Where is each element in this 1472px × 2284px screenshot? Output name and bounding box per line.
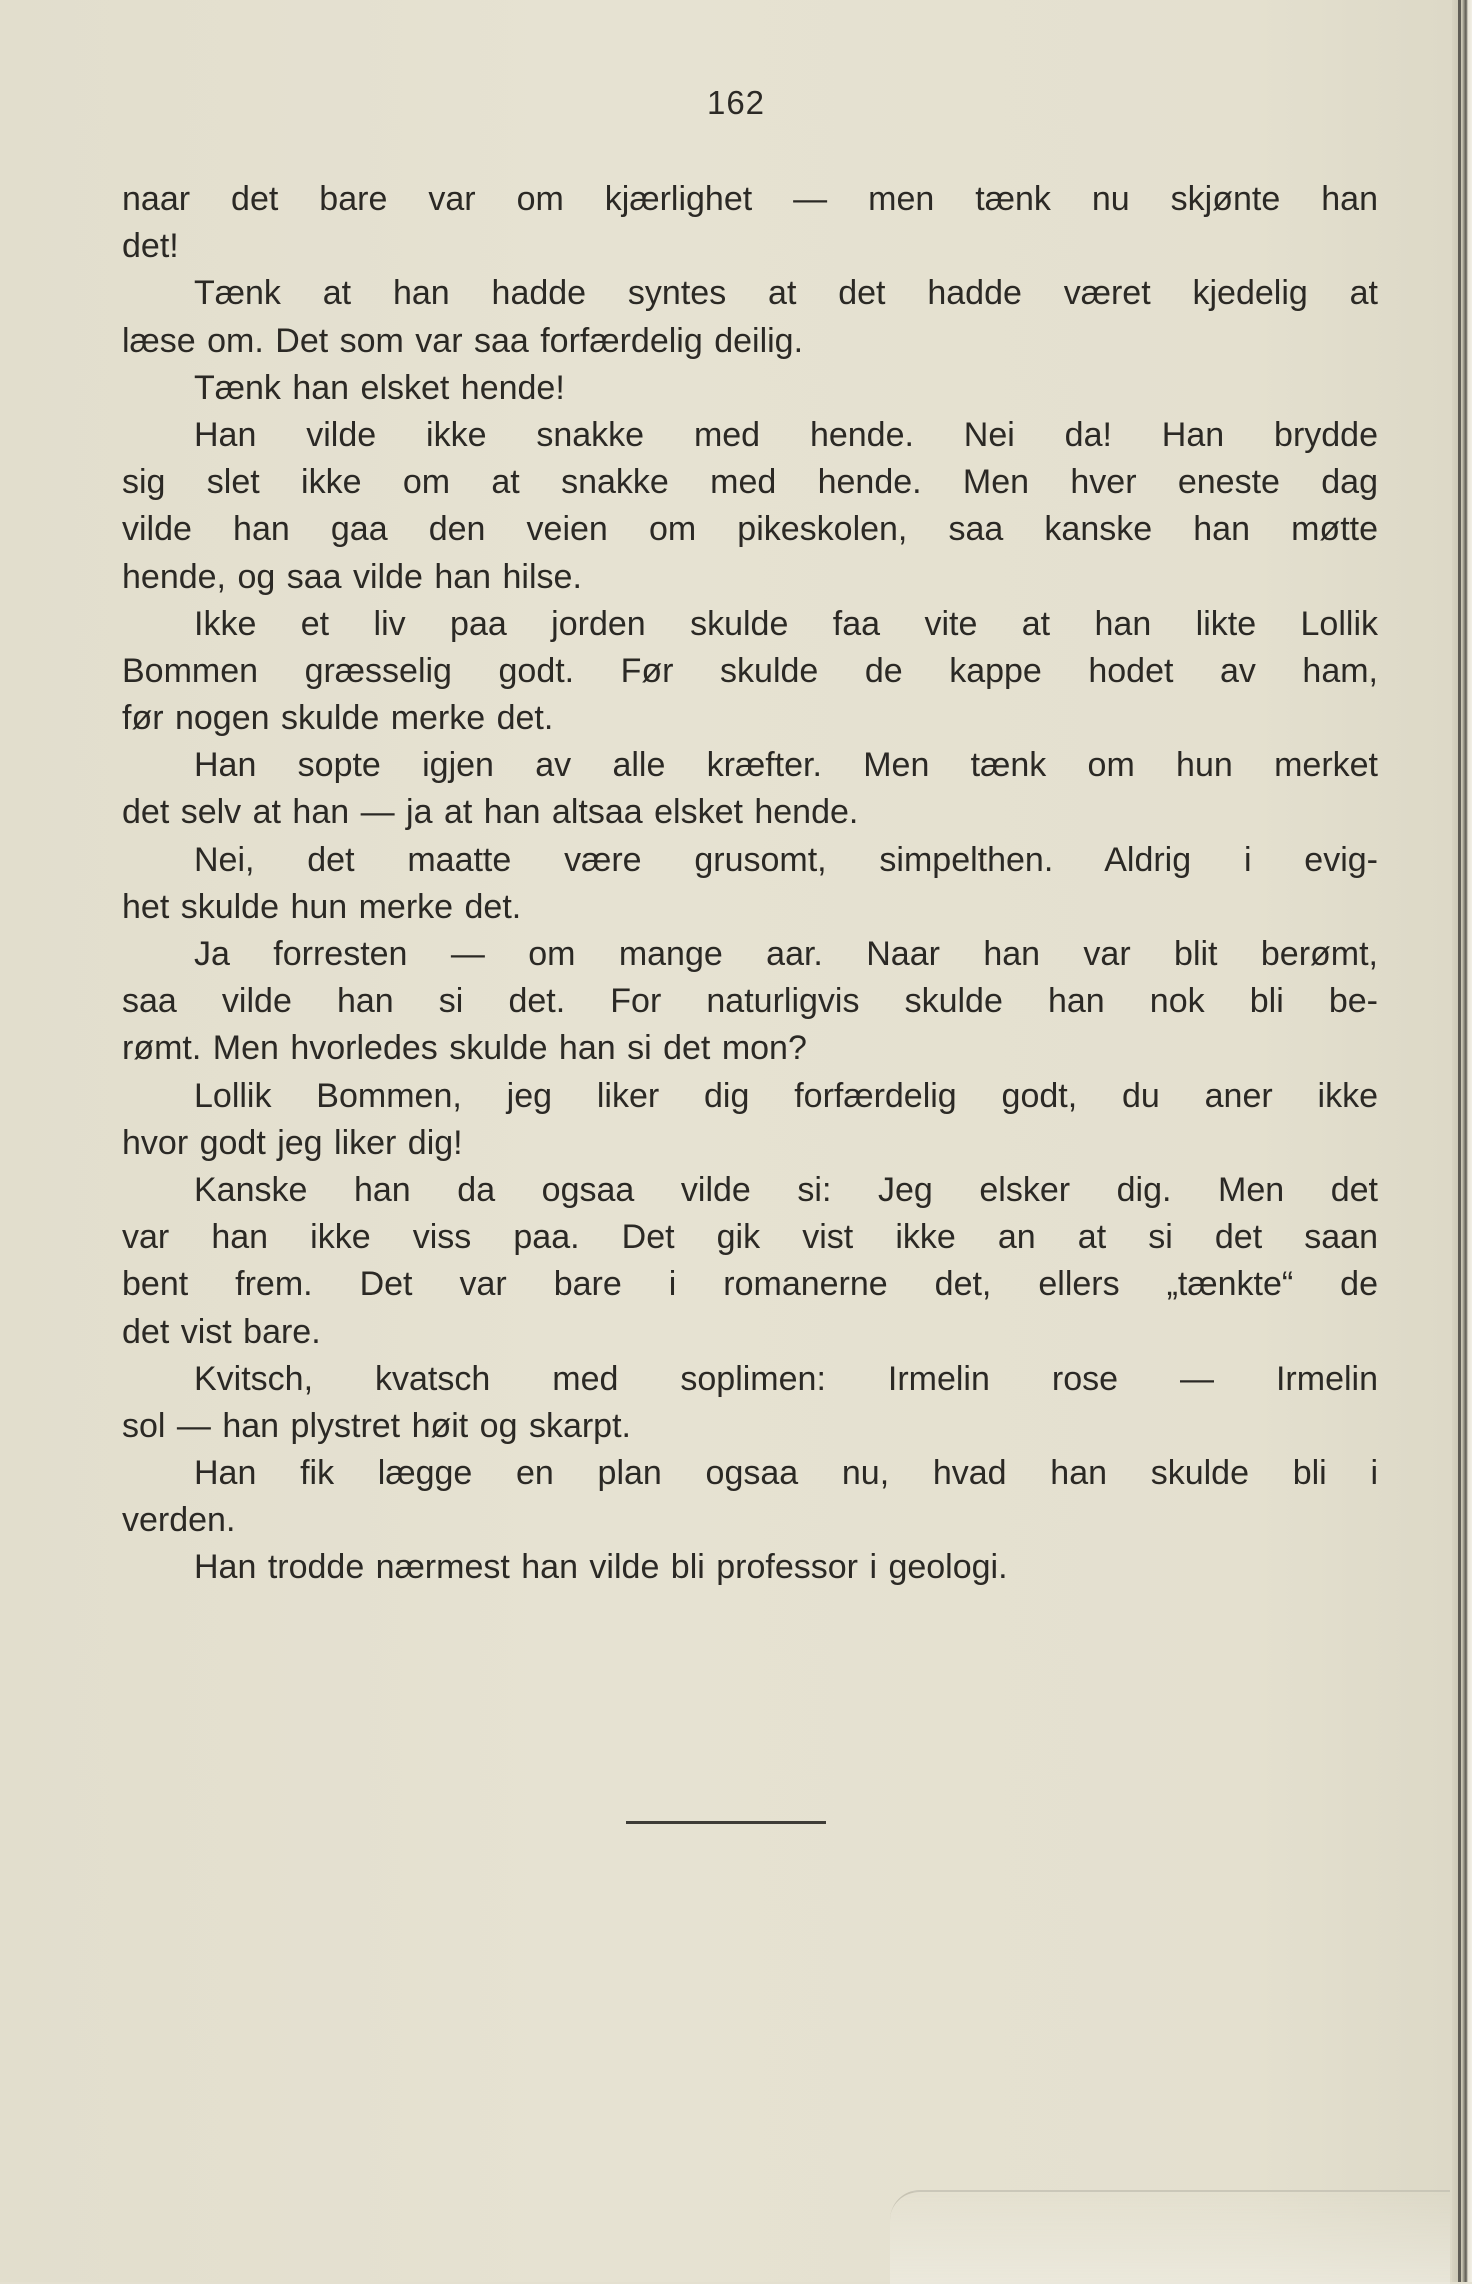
text-line: Bommen græsselig godt. Før skulde de kappe hodet av ham, bbox=[122, 651, 1378, 690]
text-line: det selv at han — ja at han altsaa elsket hende. bbox=[122, 793, 859, 832]
text-line: sol — han plystret høit og skarpt. bbox=[122, 1406, 631, 1445]
text-line: det vist bare. bbox=[122, 1312, 321, 1351]
text-line: Han vilde ikke snakke med hende. Nei da! Han brydde bbox=[194, 415, 1378, 454]
binding-shadow-line bbox=[1458, 0, 1461, 2282]
page-binding-edge bbox=[1452, 0, 1472, 2282]
text-line: Han fik lægge en plan ogsaa nu, hvad han skulde bli i bbox=[194, 1454, 1378, 1493]
text-line: bent frem. Det var bare i romanerne det, ellers „tænkte“ de bbox=[122, 1265, 1378, 1304]
text-line: rømt. Men hvorledes skulde han si det mon? bbox=[122, 1029, 807, 1068]
page-number: 162 bbox=[706, 84, 766, 121]
text-line: verden. bbox=[122, 1501, 236, 1540]
text-line: før nogen skulde merke det. bbox=[122, 699, 554, 738]
text-line: naar det bare var om kjærlighet — men tænk nu skjønte han bbox=[122, 180, 1378, 218]
page-corner-mark bbox=[890, 2190, 1450, 2284]
text-line: saa vilde han si det. For naturligvis skulde han nok bli be- bbox=[122, 982, 1378, 1021]
text-line: Lollik Bommen, jeg liker dig forfærdelig godt, du aner ikke bbox=[194, 1076, 1378, 1115]
text-line: het skulde hun merke det. bbox=[122, 887, 522, 926]
text-line: Ikke et liv paa jorden skulde faa vite at han likte Lollik bbox=[194, 604, 1378, 643]
text-line: Han trodde nærmest han vilde bli professor i geologi. bbox=[194, 1548, 1008, 1587]
text-line: var han ikke viss paa. Det gik vist ikke an at si det saan bbox=[122, 1218, 1378, 1257]
body-text bbox=[122, 176, 1378, 1592]
text-line: Han sopte igjen av alle kræfter. Men tænk om hun merket bbox=[194, 746, 1378, 785]
text-line: Ja forresten — om mange aar. Naar han var blit berømt, bbox=[194, 935, 1378, 973]
chapter-end-rule bbox=[626, 1821, 826, 1824]
text-line: Nei, det maatte være grusomt, simpelthen. Aldrig i evig- bbox=[194, 840, 1378, 879]
text-line: læse om. Det som var saa forfærdelig deilig. bbox=[122, 321, 804, 360]
text-line: Tænk at han hadde syntes at det hadde været kjedelig at bbox=[194, 274, 1378, 313]
text-line: Kvitsch, kvatsch med soplimen: Irmelin rose — Irmelin bbox=[194, 1359, 1378, 1398]
text-line: Kanske han da ogsaa vilde si: Jeg elsker dig. Men det bbox=[194, 1170, 1378, 1209]
text-line: det! bbox=[122, 227, 179, 266]
text-line: hvor godt jeg liker dig! bbox=[122, 1123, 463, 1162]
text-line: hende, og saa vilde han hilse. bbox=[122, 557, 582, 596]
text-line: sig slet ikke om at snakke med hende. Men hver eneste dag bbox=[122, 463, 1378, 502]
text-line: vilde han gaa den veien om pikeskolen, saa kanske han møtte bbox=[122, 510, 1378, 549]
text-line: Tænk han elsket hende! bbox=[194, 368, 565, 407]
